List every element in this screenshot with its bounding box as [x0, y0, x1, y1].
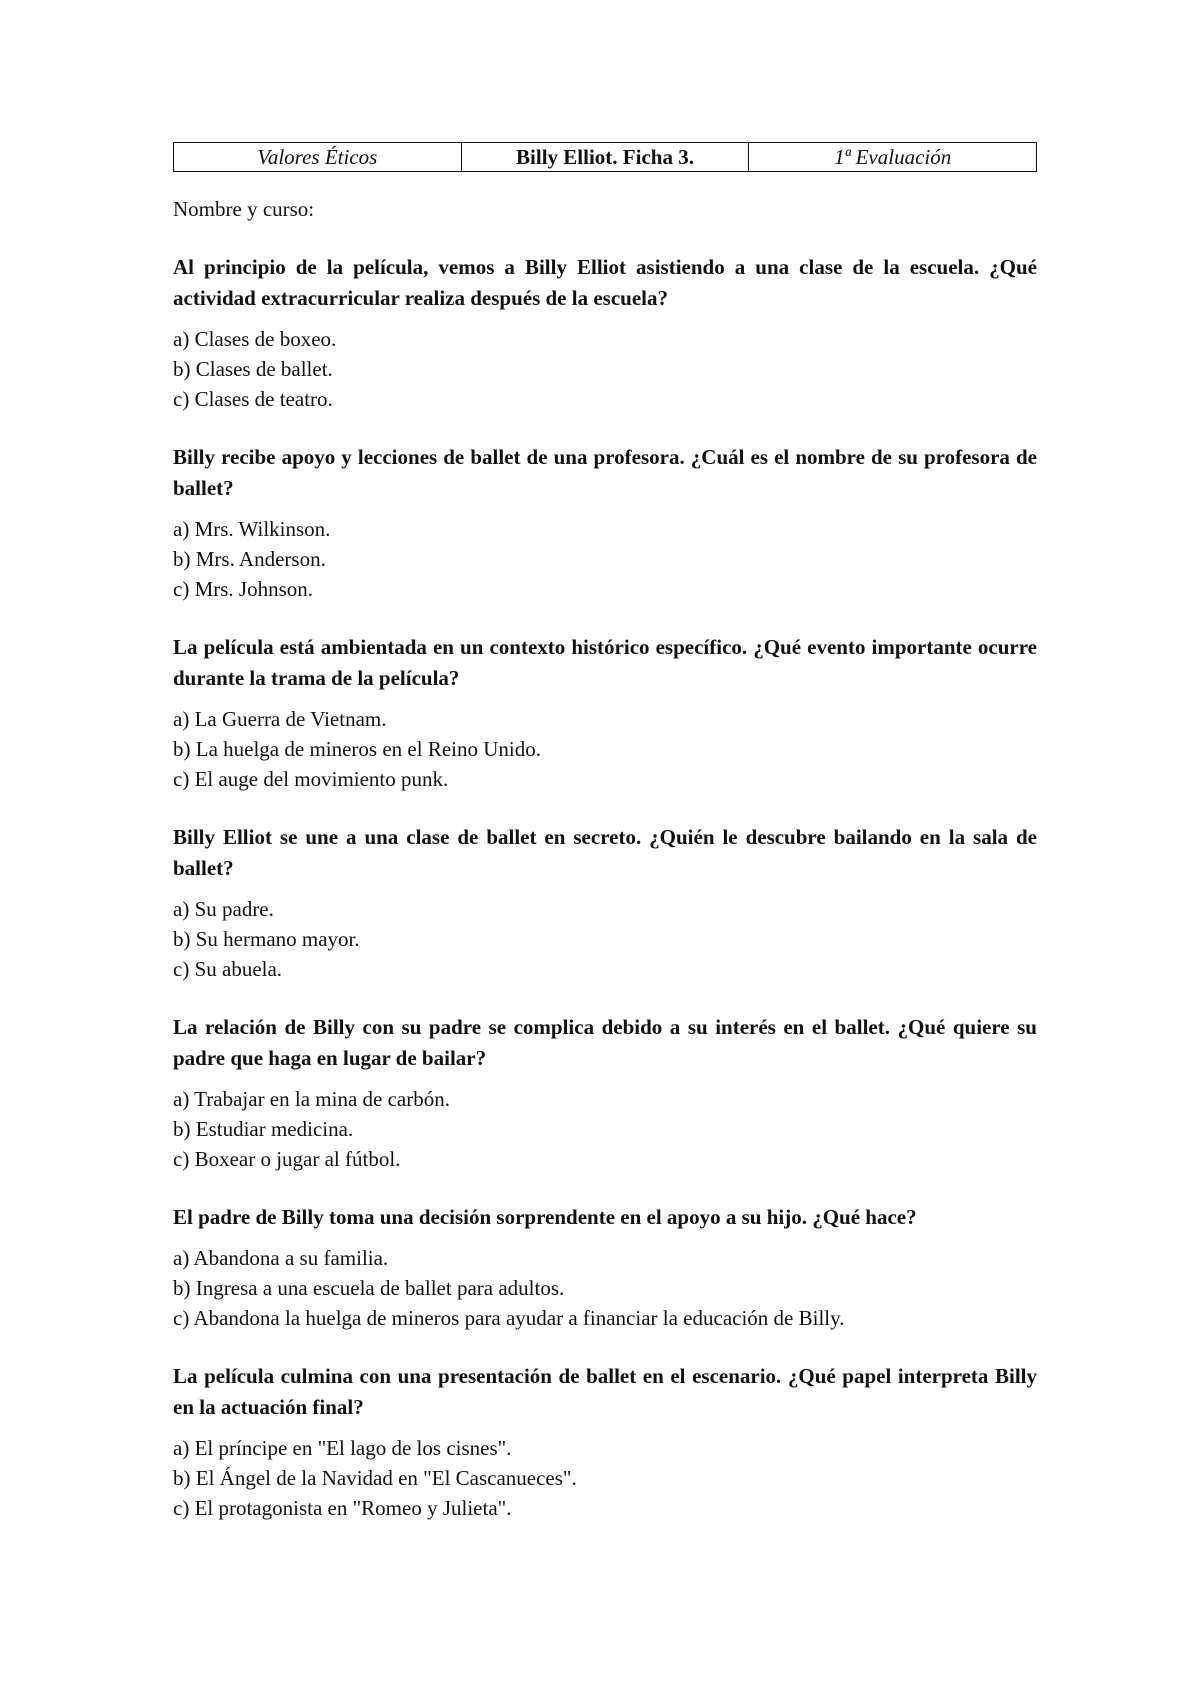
answer-option: c) Abandona la huelga de mineros para ayudar a financiar la educación de Billy. [173, 1306, 845, 1330]
answer-option: c) El auge del movimiento punk. [173, 767, 449, 791]
answer-option: a) Mrs. Wilkinson. [173, 517, 331, 541]
answer-option: a) La Guerra de Vietnam. [173, 707, 387, 731]
answer-option: a) Clases de boxeo. [173, 327, 337, 351]
answer-option: a) Su padre. [173, 897, 274, 921]
answer-option: a) Trabajar en la mina de carbón. [173, 1087, 450, 1111]
answer-option: c) Boxear o jugar al fútbol. [173, 1147, 401, 1171]
answer-options [173, 704, 1037, 794]
answer-options [173, 1243, 1037, 1333]
answer-option: c) Mrs. Johnson. [173, 577, 313, 601]
question-block [173, 632, 1037, 794]
answer-options [173, 514, 1037, 604]
question-text: La película está ambientada en un contexto histórico específico. ¿Qué evento importante ocurre durante la trama de la película? [173, 635, 1037, 690]
question-text: Billy Elliot se une a una clase de ballet en secreto. ¿Quién le descubre bailando en la sala de ballet? [173, 825, 1037, 880]
question-text: El padre de Billy toma una decisión sorprendente en el apoyo a su hijo. ¿Qué hace? [173, 1205, 917, 1229]
question-text: La película culmina con una presentación de ballet en el escenario. ¿Qué papel interpreta Billy en la actuación final? [173, 1364, 1037, 1419]
answer-option: a) Abandona a su familia. [173, 1246, 389, 1270]
question-block [173, 442, 1037, 604]
header-subject: Valores Éticos [174, 143, 462, 172]
questions-list [173, 252, 1037, 1523]
header-evaluation: 1ª Evaluación [749, 143, 1037, 172]
header-table [173, 142, 1037, 172]
answer-options [173, 1433, 1037, 1523]
answer-option: b) El Ángel de la Navidad en "El Cascanueces". [173, 1466, 577, 1490]
answer-options [173, 324, 1037, 414]
question-block [173, 822, 1037, 984]
header-title: Billy Elliot. Ficha 3. [461, 143, 749, 172]
answer-option: b) Su hermano mayor. [173, 927, 360, 951]
answer-options [173, 1084, 1037, 1174]
answer-option: c) Su abuela. [173, 957, 283, 981]
answer-option: b) Estudiar medicina. [173, 1117, 354, 1141]
question-text: La relación de Billy con su padre se complica debido a su interés en el ballet. ¿Qué quiere su padre que haga en lugar de bailar? [173, 1015, 1037, 1070]
question-block [173, 1361, 1037, 1523]
answer-option: b) Ingresa a una escuela de ballet para adultos. [173, 1276, 565, 1300]
answer-option: c) Clases de teatro. [173, 387, 333, 411]
worksheet-page [173, 142, 1037, 1523]
question-block [173, 1202, 1037, 1333]
question-block [173, 1012, 1037, 1174]
question-block [173, 252, 1037, 414]
answer-option: b) La huelga de mineros en el Reino Unido. [173, 737, 541, 761]
answer-option: a) El príncipe en "El lago de los cisnes". [173, 1436, 512, 1460]
name-and-course-label: Nombre y curso: [173, 197, 315, 221]
question-text: Al principio de la película, vemos a Billy Elliot asistiendo a una clase de la escuela. ¿Qué actividad extracurricular realiza después de la escuela? [173, 255, 1037, 310]
answer-option: b) Mrs. Anderson. [173, 547, 326, 571]
answer-options [173, 894, 1037, 984]
answer-option: c) El protagonista en "Romeo y Julieta". [173, 1496, 512, 1520]
answer-option: b) Clases de ballet. [173, 357, 333, 381]
question-text: Billy recibe apoyo y lecciones de ballet de una profesora. ¿Cuál es el nombre de su profesora de ballet? [173, 445, 1037, 500]
